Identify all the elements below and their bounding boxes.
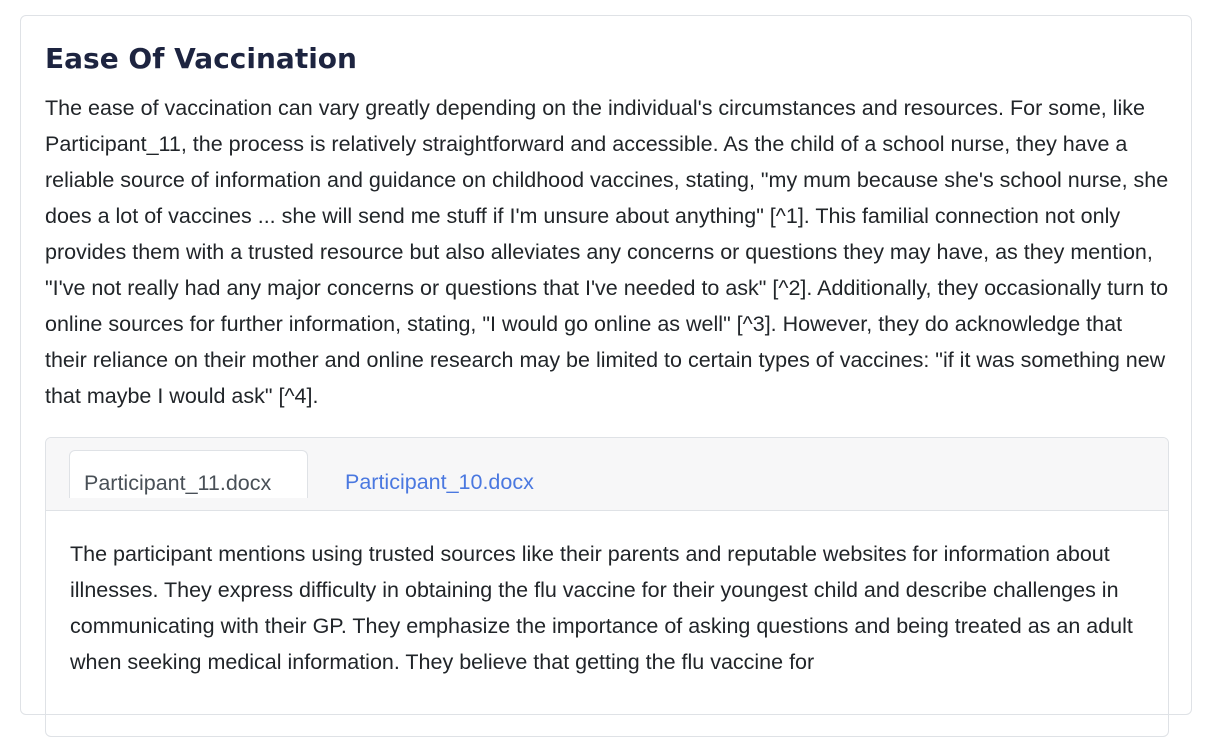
section-title: Ease Of Vaccination [45, 42, 357, 75]
theme-card [20, 15, 1192, 715]
tab-content-text: The participant mentions using trusted sources like their parents and reputable websites for information about illnesses. They express difficulty in obtaining the flu vaccine for their youngest child and describe challenges in communicating with their GP. They emphasize the importance of asking questions and being treated as an adult when seeking medical information. They believe that getting the flu vaccine for [70, 542, 1133, 674]
tabs-header [46, 438, 1168, 511]
document-tabs-panel [45, 437, 1169, 737]
tab-participant-11[interactable]: Participant_11.docx [69, 450, 308, 498]
section-summary: The ease of vaccination can vary greatly depending on the individual's circumstances and resources. For some, like Participant_11, the process is relatively straightforward and accessible. As the child of a school nurse, they have a reliable source of information and guidance on childhood vaccines, stating, "my mum because she's school nurse, she does a lot of vaccines ... she will send me stuff if I'm unsure about anything" [^1]. This familial connection not only provides them with a trusted resource but also alleviates any concerns or questions they may have, as they mention, "I've not really had any major concerns or questions that I've needed to ask" [^2]. Additionally, they occasionally turn to online sources for further information, stating, "I would go online as well" [^3]. However, they do acknowledge that their reliance on their mother and online research may be limited to certain types of vaccines: "if it was something new that maybe I would ask" [^4]. [45, 96, 1169, 408]
tab-participant-10[interactable]: Participant_10.docx [345, 470, 534, 494]
